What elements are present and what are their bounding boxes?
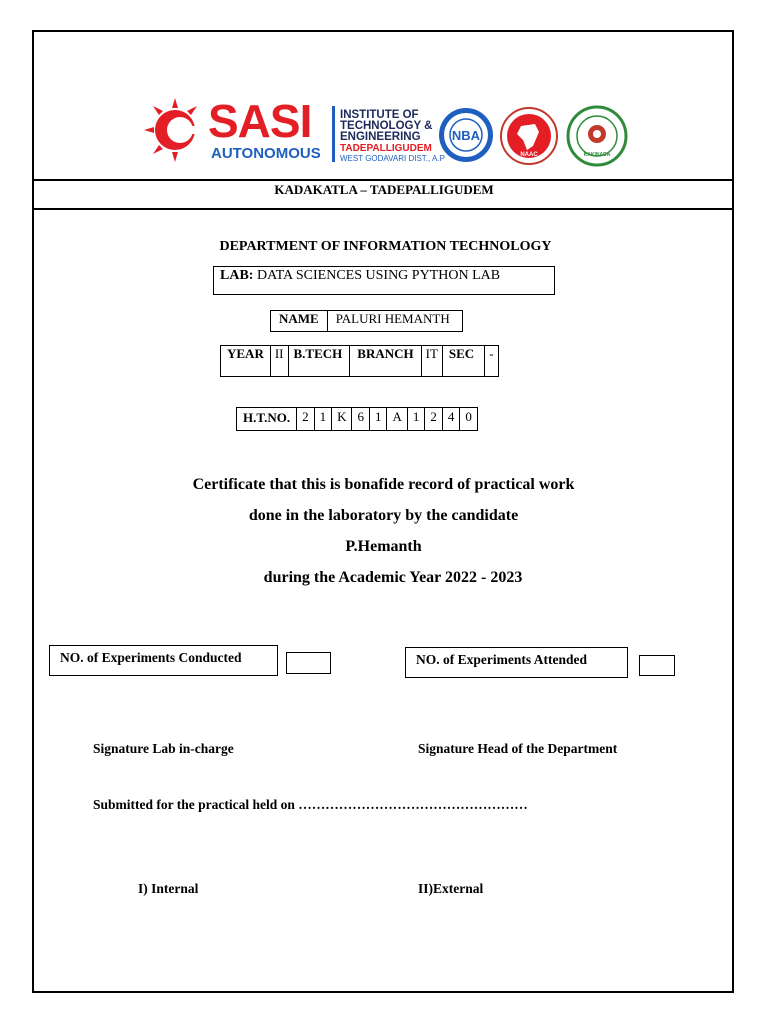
naac-seal-icon [499,106,559,166]
sasi-autonomous-text: AUTONOMOUS [211,145,321,162]
htno-digit: 2 [297,408,315,431]
submitted-line: Submitted for the practical held on …………………………………………… [93,797,528,812]
experiments-conducted-label: NO. of Experiments Conducted [49,645,278,676]
svg-text:NAAC: NAAC [520,152,538,158]
degree-label: B.TECH [288,346,350,377]
year-branch-table [220,345,499,377]
institute-line-2: TECHNOLOGY & [340,120,433,132]
institute-line-4: TADEPALLIGUDEM [340,143,432,154]
signature-hod: Signature Head of the Department [418,741,618,756]
svg-text:KAKINADA: KAKINADA [583,152,611,158]
name-table [270,310,463,332]
svg-text:NBA: NBA [451,128,481,143]
htno-digit: 0 [460,408,478,431]
htno-digit: 1 [314,408,332,431]
signature-lab-incharge: Signature Lab in-charge [93,741,234,756]
certificate-line-1: Certificate that this is bonafide record of practical work [192,476,575,493]
htno-digit: 4 [442,408,460,431]
sasi-sun-logo-icon [142,96,208,164]
branch-label: BRANCH [350,346,421,377]
external-examiner: II)External [418,881,484,896]
student-name: PALURI HEMANTH [327,311,462,332]
htno-digit: 2 [425,408,443,431]
htno-digit: A [387,408,407,431]
certificate-line-4: during the Academic Year 2022 - 2023 [263,569,523,586]
institute-line-5: WEST GODAVARI DIST., A.P [340,154,445,163]
htno-digit: 6 [352,408,370,431]
candidate-name: P.Hemanth [345,538,422,555]
experiments-attended-box[interactable] [639,655,675,676]
institute-line-1: INSTITUTE OF [340,109,419,121]
htno-digit: 1 [407,408,425,431]
htno-label: H.T.NO. [237,408,297,431]
department-title: DEPARTMENT OF INFORMATION TECHNOLOGY [219,239,552,254]
internal-examiner: I) Internal [138,881,199,896]
experiments-attended-label: NO. of Experiments Attended [405,647,628,678]
lab-box [213,266,555,295]
college-address: KADAKATLA – TADEPALLIGUDEM [274,182,494,197]
htno-digit: 1 [369,408,387,431]
lab-value: DATA SCIENCES USING PYTHON LAB [256,268,501,283]
experiments-conducted-box[interactable] [286,652,331,674]
htno-digit: K [332,408,352,431]
year-label: YEAR [221,346,271,377]
branch-value: IT [421,346,442,377]
jntu-seal-icon [566,104,628,174]
institute-line-3: ENGINEERING [340,131,421,143]
sec-label: SEC [442,346,484,377]
certificate-line-2: done in the laboratory by the candidate [248,507,519,524]
nba-seal-icon [437,106,495,164]
name-label: NAME [271,311,328,332]
sec-value: - [485,346,498,377]
year-value: II [270,346,288,377]
logo-divider [332,106,335,162]
hall-ticket-table [236,407,478,431]
lab-label: LAB: [220,268,254,283]
sasi-logo-text: SASI [208,95,312,147]
